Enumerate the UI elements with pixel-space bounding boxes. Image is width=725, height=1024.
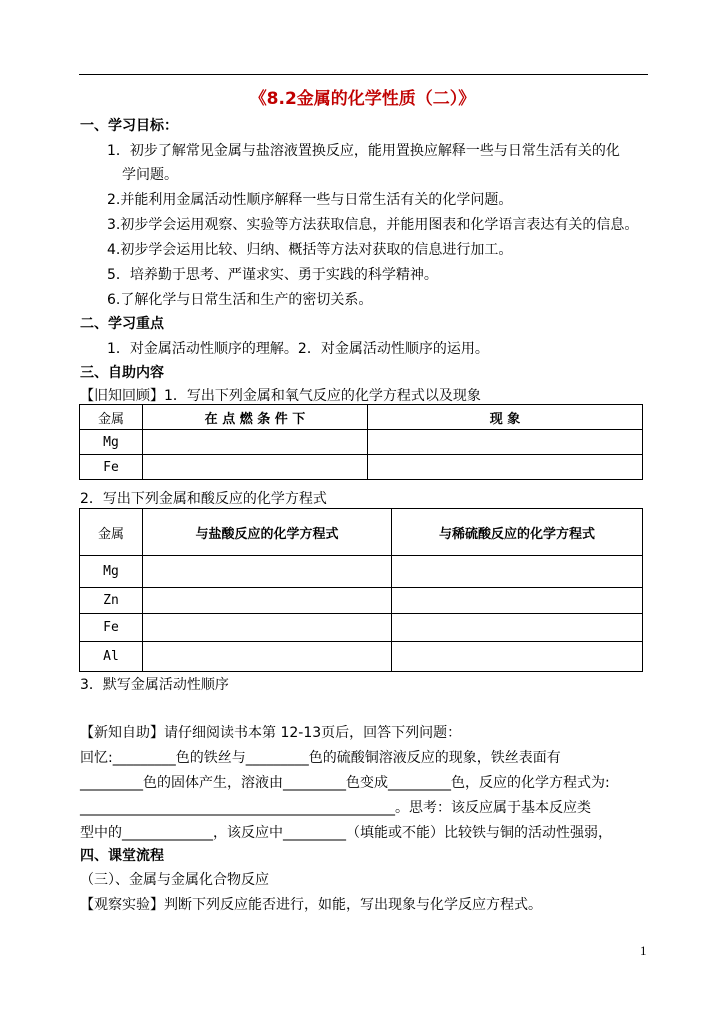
table2-header-metal: 金属 — [80, 509, 143, 556]
acid-question: 2．写出下列金属和酸反应的化学方程式 — [80, 491, 327, 507]
table2-row-metal: Al — [80, 642, 143, 672]
table2-row-metal: Zn — [80, 588, 143, 614]
page-number: 1 — [640, 943, 647, 958]
objective-6: 6.了解化学与日常生活和生产的密切关系。 — [107, 292, 373, 308]
header-rule — [79, 74, 648, 75]
table2-row-metal: Mg — [80, 556, 143, 588]
new-knowledge-line-3: _____________________________________________。思考：该反应属于基本反应类 — [80, 800, 591, 816]
table1-answer-cell[interactable] — [143, 430, 368, 455]
table1-header-metal: 金属 — [80, 405, 143, 430]
table2-header-h2so4: 与稀硫酸反应的化学方程式 — [392, 509, 643, 556]
objective-2: 2.并能利用金属活动性顺序解释一些与日常生活有关的化学问题。 — [107, 192, 513, 208]
section-2-heading: 二、学习重点 — [80, 316, 164, 332]
objective-5: 5．培养勤于思考、严谨求实、勇于实践的科学精神。 — [107, 267, 438, 283]
table1-answer-cell[interactable] — [368, 455, 643, 480]
table1-row-metal: Fe — [80, 455, 143, 480]
observe-experiment: 【观察实验】判断下列反应能否进行，如能，写出现象与化学反应方程式。 — [80, 897, 542, 913]
table1-row-metal: Mg — [80, 430, 143, 455]
section-3-heading: 三、自助内容 — [80, 365, 164, 381]
review-prompt: 【旧知回顾】1．写出下列金属和氧气反应的化学方程式以及现象 — [80, 388, 481, 404]
key-points: 1．对金属活动性顺序的理解。2．对金属活动性顺序的运用。 — [107, 341, 489, 357]
table2-answer-cell[interactable] — [143, 588, 392, 614]
activity-order-question: 3．默写金属活动性顺序 — [80, 677, 229, 693]
new-knowledge-intro: 【新知自助】请仔细阅读书本第 12-13页后，回答下列问题： — [80, 725, 462, 741]
oxygen-reaction-table — [79, 404, 643, 480]
section-1-heading: 一、学习目标： — [80, 118, 178, 134]
table1-header-phenomenon: 现 象 — [368, 405, 643, 430]
objective-3: 3.初步学会运用观察、实验等方法获取信息，并能用图表和化学语言表达有关的信息。 — [107, 217, 639, 233]
section-4-subheading: （三）、金属与金属化合物反应 — [80, 872, 269, 888]
section-4-heading: 四、课堂流程 — [80, 848, 164, 864]
objective-1-cont: 学问题。 — [122, 167, 178, 183]
table2-answer-cell[interactable] — [143, 614, 392, 642]
table2-answer-cell[interactable] — [392, 642, 643, 672]
acid-reaction-table — [79, 508, 643, 672]
table2-answer-cell[interactable] — [392, 614, 643, 642]
page-title: 《8.2金属的化学性质（二）》 — [249, 89, 476, 109]
new-knowledge-line-2: _________色的固体产生，溶液由_________色变成_________色，反应的化学方程式为: — [80, 775, 610, 791]
table2-header-hcl: 与盐酸反应的化学方程式 — [143, 509, 392, 556]
new-knowledge-line-4: 型中的_____________，该反应中_________（填能或不能）比较铁与铜的活动性强弱， — [80, 825, 612, 841]
table2-row-metal: Fe — [80, 614, 143, 642]
table1-answer-cell[interactable] — [368, 430, 643, 455]
table1-answer-cell[interactable] — [143, 455, 368, 480]
table2-answer-cell[interactable] — [392, 588, 643, 614]
new-knowledge-line-1: 回忆:_________色的铁丝与_________色的硫酸铜溶液反应的现象，铁丝表面有 — [80, 750, 561, 766]
table2-answer-cell[interactable] — [392, 556, 643, 588]
table2-answer-cell[interactable] — [143, 642, 392, 672]
objective-4: 4.初步学会运用比较、归纳、概括等方法对获取的信息进行加工。 — [107, 242, 513, 258]
table2-answer-cell[interactable] — [143, 556, 392, 588]
table1-header-condition: 在 点 燃 条 件 下 — [143, 405, 368, 430]
objective-1: 1．初步了解常见金属与盐溶液置换反应，能用置换应解释一些与日常生活有关的化 — [107, 143, 620, 159]
